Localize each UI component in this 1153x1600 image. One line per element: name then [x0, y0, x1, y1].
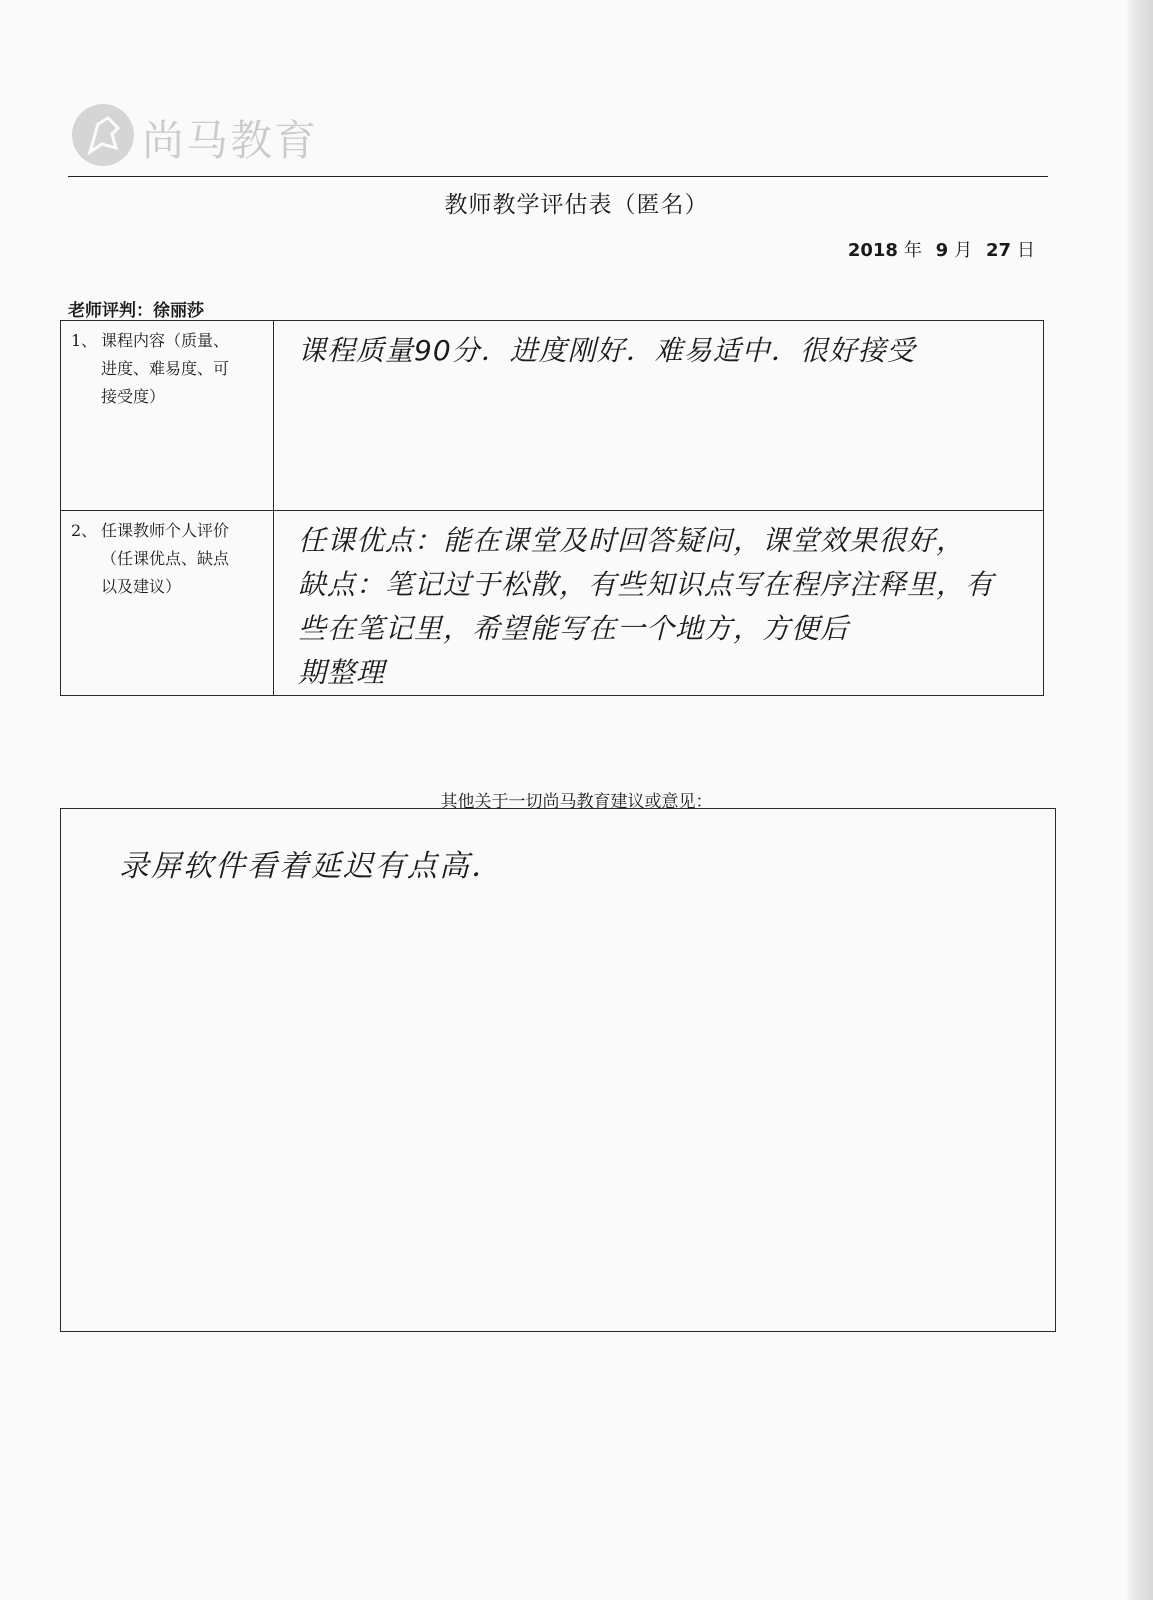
handwritten-line: 期整理	[298, 656, 386, 689]
table-row	[61, 321, 1044, 511]
question-label-line: 任课教师个人评价	[101, 521, 230, 540]
form-title: 教师教学评估表（匿名）	[444, 192, 709, 218]
company-logo	[72, 104, 362, 168]
date-month-unit: 月	[954, 240, 973, 261]
handwritten-answer: 录屏软件看着延迟有点高．	[119, 849, 503, 884]
question-label-line: 接受度）	[101, 387, 166, 406]
other-suggestions-box	[60, 808, 1056, 1332]
handwritten-answer	[274, 321, 1043, 373]
question-number: 2、	[71, 521, 98, 540]
form-date	[848, 236, 1043, 262]
handwritten-answer	[274, 511, 1043, 695]
date-month: 9	[935, 240, 949, 261]
question-label-cell	[61, 511, 274, 696]
handwritten-line: 课程质量90分．进度刚好．难易适中．很好接受	[298, 334, 916, 367]
answer-cell	[274, 511, 1044, 696]
question-label-line: 以及建议）	[101, 577, 182, 596]
horse-head-logo-icon	[72, 104, 134, 166]
logo-text: 尚马教育	[142, 116, 319, 165]
reviewer-name: 徐丽莎	[153, 301, 204, 321]
evaluation-table	[60, 320, 1044, 696]
answer-cell	[274, 321, 1044, 511]
handwritten-line: 些在笔记里，希望能写在一个地方，方便后	[298, 612, 850, 645]
date-year: 2018	[847, 240, 898, 261]
question-number: 1、	[71, 331, 98, 350]
question-label-cell	[61, 321, 274, 511]
handwritten-line: 缺点：笔记过于松散，有些知识点写在程序注释里，有	[298, 568, 995, 601]
header-divider	[68, 176, 1048, 177]
question-label-line: 课程内容（质量、	[101, 331, 230, 350]
date-day-unit: 日	[1017, 240, 1035, 261]
date-day: 27	[985, 240, 1011, 261]
reviewer-label: 老师评判：	[68, 301, 153, 321]
reviewer-line	[68, 296, 204, 321]
date-year-unit: 年	[903, 240, 922, 261]
table-row	[61, 511, 1044, 696]
question-label-line: 进度、难易度、可	[101, 359, 230, 378]
handwritten-line: 任课优点：能在课堂及时回答疑问，课堂效果很好，	[298, 524, 966, 557]
question-label-line: （任课优点、缺点	[101, 549, 230, 568]
other-suggestions-label: 其他关于一切尚马教育建议或意见：	[440, 792, 713, 812]
